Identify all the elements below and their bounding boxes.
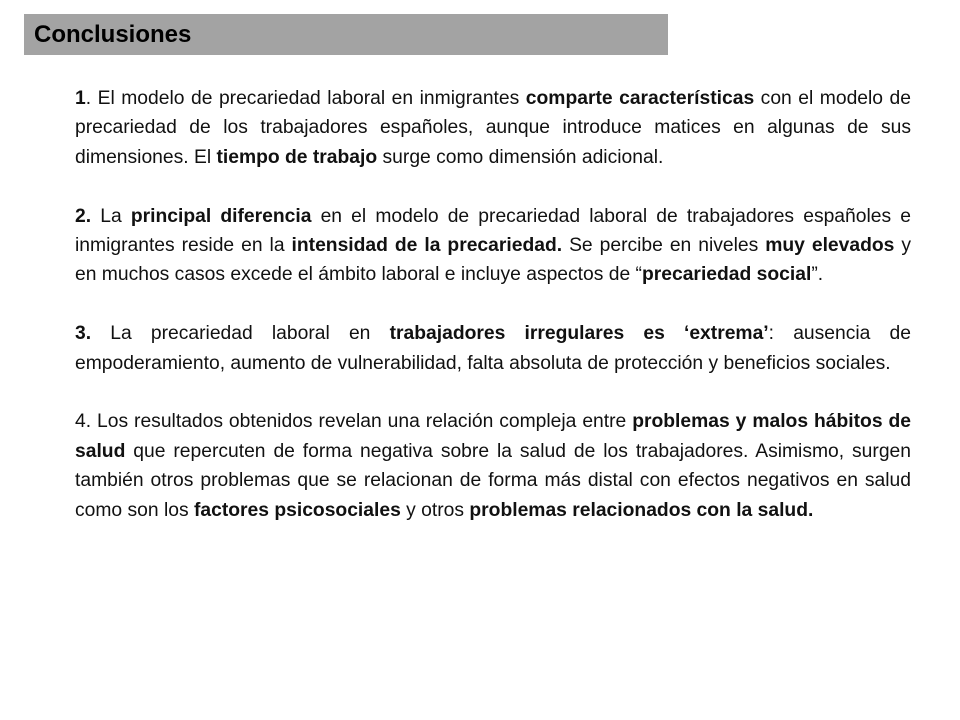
text-run: La (91, 205, 131, 227)
text-run: y otros (400, 499, 470, 521)
bold-text-run: intensidad de la precariedad. (291, 235, 563, 257)
conclusion-paragraph-4 (75, 407, 911, 525)
text-run: y en muchos casos excede el ámbito laboral e incluye aspectos de “ (75, 235, 912, 286)
bold-text-run: tiempo de trabajo (216, 146, 378, 168)
text-run: ”. (811, 264, 824, 286)
text-run: 4. Los resultados obtenidos revelan una relación compleja entre (75, 411, 633, 433)
text-run: : ausencia de empoderamiento, aumento de vulnerabilidad, falta absoluta de protección y beneficios sociales. (75, 323, 911, 374)
conclusions-body (75, 84, 911, 525)
bold-text-run: 3. (75, 323, 92, 345)
bold-text-run: problemas y malos hábitos de salud (75, 411, 911, 462)
bold-text-run: problemas relacionados con la salud. (469, 499, 814, 521)
text-run: . El modelo de precariedad laboral en inmigrantes (85, 88, 526, 109)
text-run: surge como dimensión adicional. (377, 146, 664, 168)
bold-text-run: 1 (75, 88, 86, 109)
conclusion-paragraph-2 (75, 202, 911, 290)
bold-text-run: 2. (75, 205, 92, 227)
text-run: que repercuten de forma negativa sobre la salud de los trabajadores. Asimismo, surgen también otros problemas que se relacionan de forma más distal con efectos negativos en salud como son los (75, 440, 911, 521)
bold-text-run: principal diferencia (130, 205, 312, 227)
text-run: en el modelo de precariedad laboral de trabajadores españoles e inmigrantes reside en la (75, 205, 911, 257)
conclusion-paragraph-3 (75, 319, 911, 378)
slide-title: Conclusiones (34, 20, 192, 48)
conclusion-paragraph-1 (75, 84, 911, 172)
bold-text-run: comparte características (525, 88, 755, 109)
text-run: Se percibe en niveles (562, 235, 766, 257)
bold-text-run: precariedad social (641, 264, 812, 286)
bold-text-run: muy elevados (765, 235, 895, 257)
text-run: La precariedad laboral en (91, 323, 390, 345)
title-bar (24, 14, 668, 55)
text-run: con el modelo de precariedad de los trabajadores españoles, aunque introduce matices en algunas de sus dimensiones. El (75, 88, 911, 168)
bold-text-run: factores psicosociales (193, 499, 401, 521)
bold-text-run: trabajadores irregulares es ‘extrema’ (389, 323, 769, 345)
